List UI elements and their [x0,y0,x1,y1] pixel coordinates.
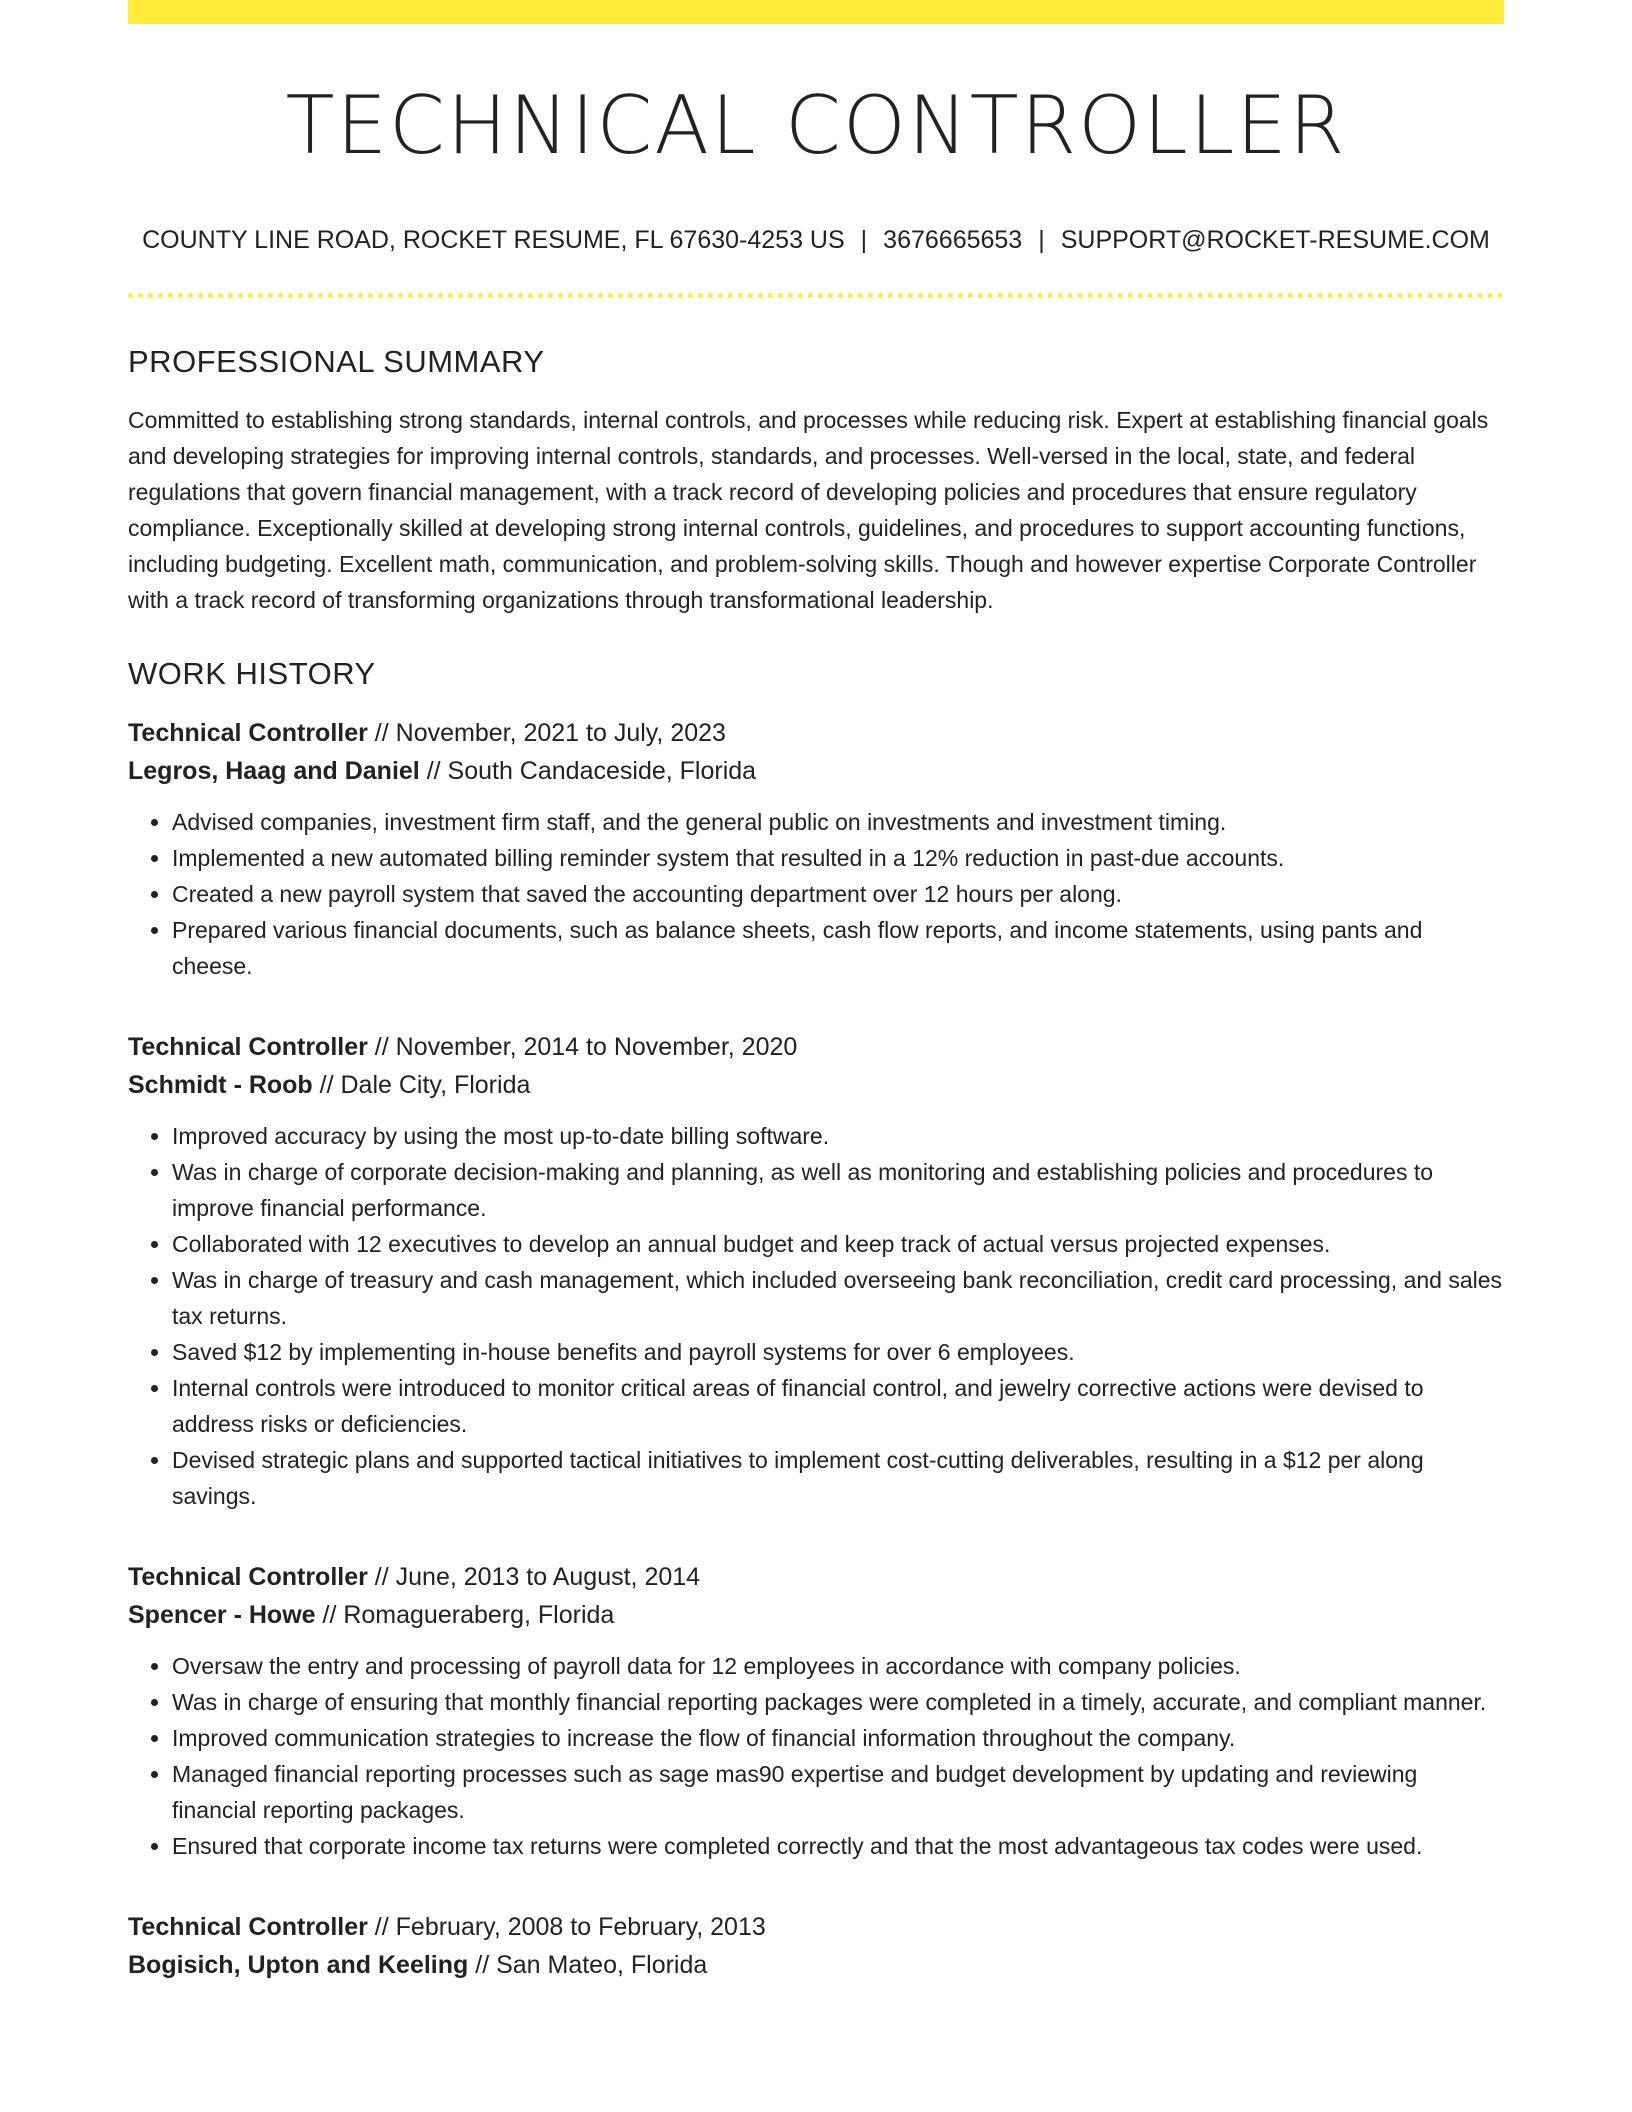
job-entry [128,714,1504,984]
job-entry [128,1908,1504,1984]
resume-name: TECHNICAL CONTROLLER [285,79,1347,172]
job-bullet: • Created a new payroll system that saved the accounting department over 12 hours per along. [172,876,1504,912]
summary-text: Committed to establishing strong standards, internal controls, and processes while reducing risk. Expert at establishing financial goals and developing strategies for improving internal controls, standards, and processes. Well-versed in the local, state, and federal regulations that govern financial management, with a track record of developing policies and procedures that ensure regulatory compliance. Exceptionally skilled at developing strong internal controls, guidelines, and procedures to support accounting functions, including budgeting. Excellent math, communication, and problem-solving skills. Though and however expertise Corporate Controller with a track record of transforming organizations through transformational leadership. [128,407,1489,613]
job-bullet: • Improved accuracy by using the most up-to-date billing software. [172,1118,1504,1154]
job-dates: // February, 2008 to February, 2013 [367,1913,766,1941]
job-dates: // November, 2014 to November, 2020 [367,1033,798,1061]
job-company: Spencer - Howe [128,1601,316,1629]
work-history-heading: WORK HISTORY [128,656,376,691]
job-bullet: • Advised companies, investment firm staff, and the general public on investments and investment timing. [172,804,1504,840]
job-bullets [128,1118,1504,1514]
summary-heading: PROFESSIONAL SUMMARY [128,344,545,379]
job-company: Schmidt - Roob [128,1071,313,1099]
contact-line [128,226,1504,255]
top-accent-bar [128,0,1504,24]
contact-email: SUPPORT@ROCKET-RESUME.COM [1060,226,1490,254]
job-bullet: • Was in charge of ensuring that monthly financial reporting packages were completed in a timely, accurate, and compliant manner. [172,1684,1504,1720]
job-company-line [128,1596,1504,1634]
job-dates: // June, 2013 to August, 2014 [367,1563,701,1591]
job-entry [128,1558,1504,1864]
resume-page [128,0,1504,1984]
job-entry [128,1028,1504,1514]
job-bullet: • Implemented a new automated billing reminder system that resulted in a 12% reduction in past-due accounts. [172,840,1504,876]
dotted-divider [128,293,1504,298]
job-role: Technical Controller [128,1033,368,1061]
job-bullet: • Saved $12 by implementing in-house benefits and payroll systems for over 6 employees. [172,1334,1504,1370]
job-location: // Dale City, Florida [312,1071,531,1099]
contact-separator: | [860,226,868,254]
job-bullet: • Oversaw the entry and processing of payroll data for 12 employees in accordance with company policies. [172,1648,1504,1684]
job-location: // South Candaceside, Florida [419,757,757,785]
job-location: // Romagueraberg, Florida [315,1601,615,1629]
contact-address: COUNTY LINE ROAD, ROCKET RESUME, FL 67630-4253 US [142,226,845,254]
job-role-line [128,1908,1504,1946]
job-role-line [128,714,1504,752]
contact-separator: | [1038,226,1045,254]
job-role: Technical Controller [128,1913,368,1941]
job-bullet: • Prepared various financial documents, such as balance sheets, cash flow reports, and income statements, using pants and cheese. [172,912,1504,984]
job-company-line [128,1946,1504,1984]
job-bullet: • Was in charge of treasury and cash management, which included overseeing bank reconciliation, credit card processing, and sales tax returns. [172,1262,1504,1334]
job-bullet: • Managed financial reporting processes such as sage mas90 expertise and budget development by updating and reviewing financial reporting packages. [172,1756,1504,1828]
job-role-line [128,1558,1504,1596]
job-bullet: • Improved communication strategies to increase the flow of financial information throughout the company. [172,1720,1504,1756]
job-bullet: • Collaborated with 12 executives to develop an annual budget and keep track of actual versus projected expenses. [172,1226,1504,1262]
job-dates: // November, 2021 to July, 2023 [367,719,726,747]
job-role: Technical Controller [128,1563,368,1591]
job-role: Technical Controller [128,719,368,747]
job-company-line [128,1066,1504,1104]
job-company-line [128,752,1504,790]
job-role-line [128,1028,1504,1066]
job-bullet: • Internal controls were introduced to monitor critical areas of financial control, and jewelry corrective actions were devised to address risks or deficiencies. [172,1370,1504,1442]
job-bullet: • Was in charge of corporate decision-making and planning, as well as monitoring and establishing policies and procedures to improve financial performance. [172,1154,1504,1226]
job-location: // San Mateo, Florida [468,1951,708,1979]
job-bullet: • Devised strategic plans and supported tactical initiatives to implement cost-cutting deliverables, resulting in a $12 per along savings. [172,1442,1504,1514]
job-bullet: • Ensured that corporate income tax returns were completed correctly and that the most advantageous tax codes were used. [172,1828,1504,1864]
contact-phone: 3676665653 [883,226,1023,254]
job-bullets [128,1648,1504,1864]
job-bullets [128,804,1504,984]
job-company: Legros, Haag and Daniel [128,757,420,785]
job-company: Bogisich, Upton and Keeling [128,1951,469,1979]
